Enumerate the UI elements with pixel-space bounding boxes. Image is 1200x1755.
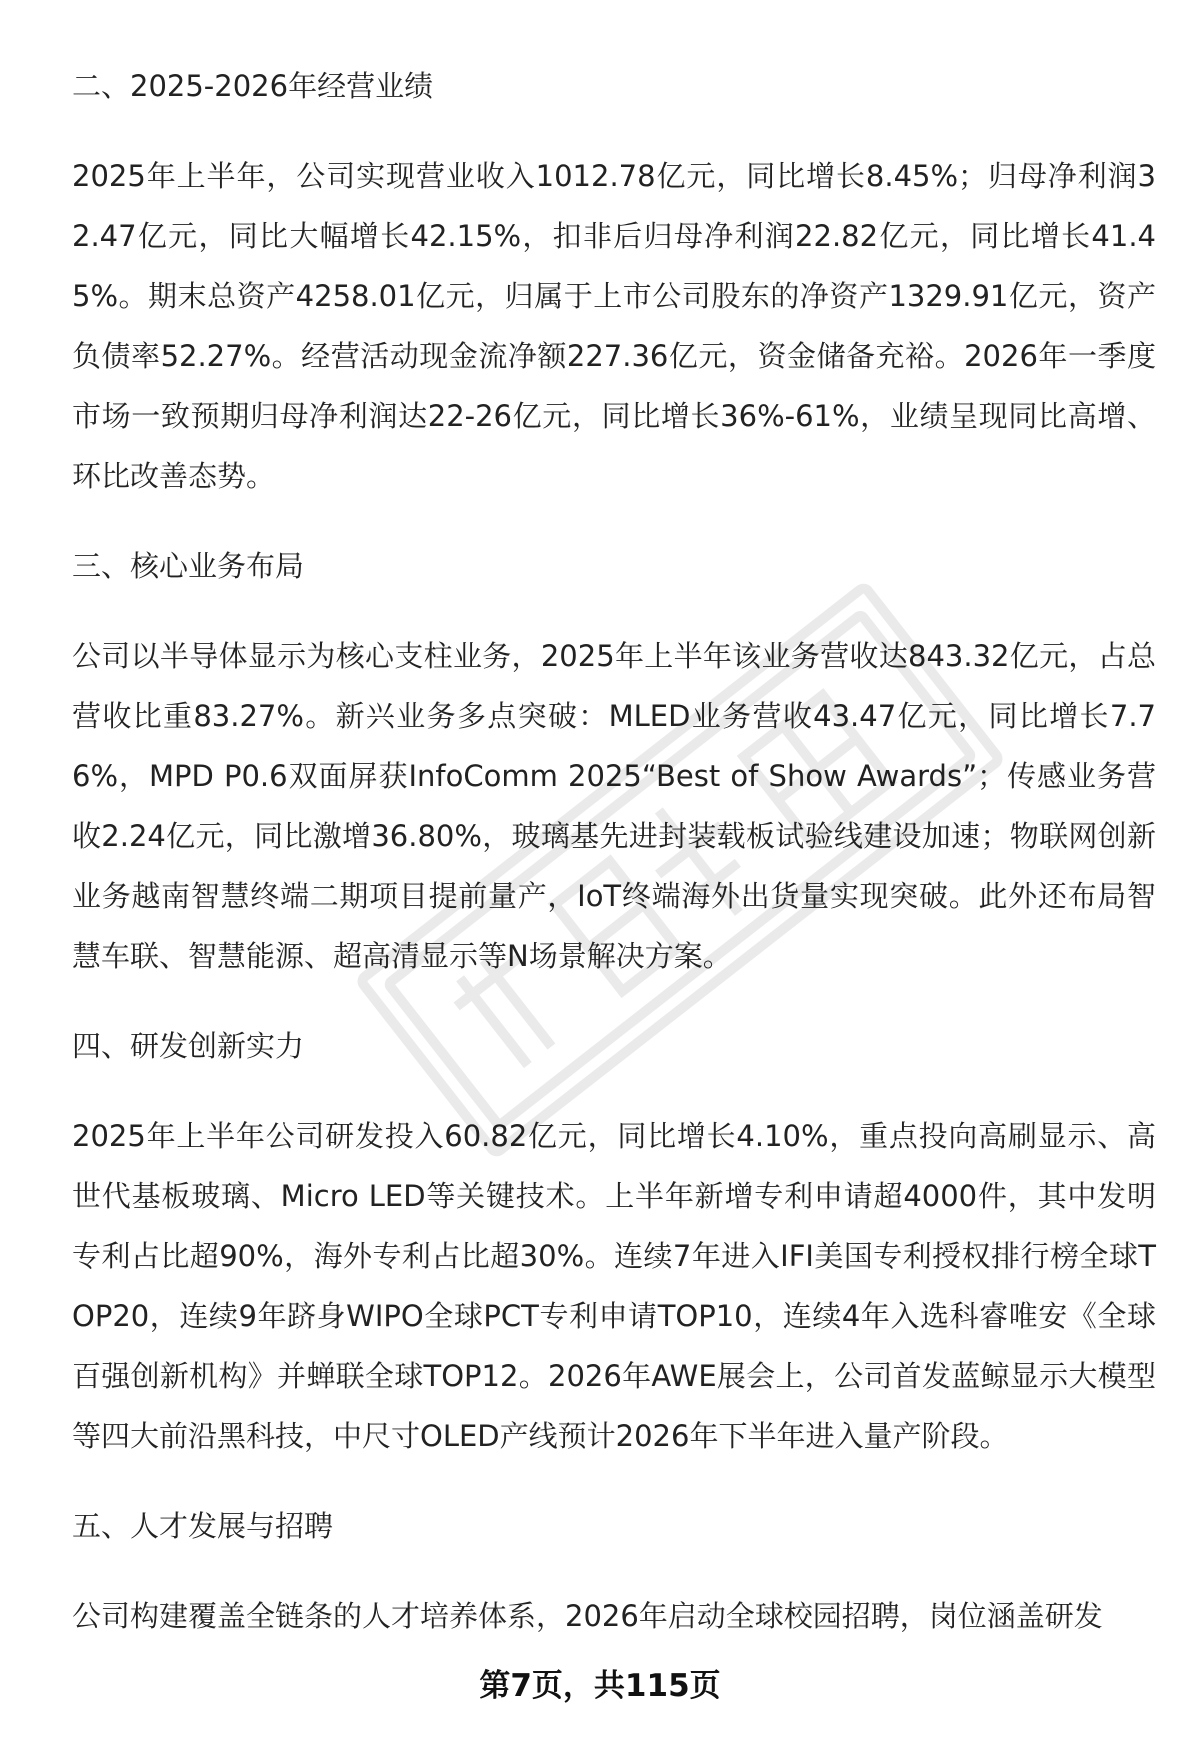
section-heading-rnd: 四、研发创新实力: [72, 1029, 305, 1063]
section-heading-talent: 五、人才发展与招聘: [72, 1509, 334, 1543]
section-heading-core-business: 三、核心业务布局: [72, 549, 305, 583]
section-heading-performance: 二、2025-2026年经营业绩: [72, 69, 434, 103]
section-body-performance: 2025年上半年，公司实现营业收入1012.78亿元，同比增长8.45%；归母净利润32.47亿元，同比大幅增长42.15%，扣非后归母净利润22.82亿元，同比增长41.45%。期末总资产4258.01亿元，归属于上市公司股东的净资产1329.91亿元，资产负债率52.27%。经营活动现金流净额227.36亿元，资金储备充裕。2026年一季度市场一致预期归母净利润达22-26亿元，同比增长36%-61%，业绩呈现同比高增、环比改善态势。: [72, 159, 1156, 493]
page-number-footer: 第7页，共115页: [479, 1668, 721, 1704]
section-body-core-business: 公司以半导体显示为核心支柱业务，2025年上半年该业务营收达843.32亿元，占总营收比重83.27%。新兴业务多点突破：MLED业务营收43.47亿元，同比增长7.76%，MPD P0.6双面屏获InfoComm 2025“Best of Show Awards”；传感业务营收2.24亿元，同比激增36.80%，玻璃基先进封装载板试验线建设加速；物联网创新业务越南智慧终端二期项目提前量产，IoT终端海外出货量实现突破。此外还布局智慧车联、智慧能源、超高清显示等N场景解决方案。: [72, 639, 1156, 973]
section-body-talent: 公司构建覆盖全链条的人才培养体系，2026年启动全球校园招聘，岗位涵盖研发: [72, 1599, 1103, 1633]
section-body-rnd: 2025年上半年公司研发投入60.82亿元，同比增长4.10%，重点投向高刷显示、高世代基板玻璃、Micro LED等关键技术。上半年新增专利申请超4000件，其中发明专利占比超90%，海外专利占比超30%。连续7年进入IFI美国专利授权排行榜全球TOP20，连续9年跻身WIPO全球PCT专利申请TOP10，连续4年入选科睿唯安《全球百强创新机构》并蝉联全球TOP12。2026年AWE展会上，公司首发蓝鲸显示大模型等四大前沿黑科技，中尺寸OLED产线预计2026年下半年进入量产阶段。: [72, 1119, 1156, 1453]
